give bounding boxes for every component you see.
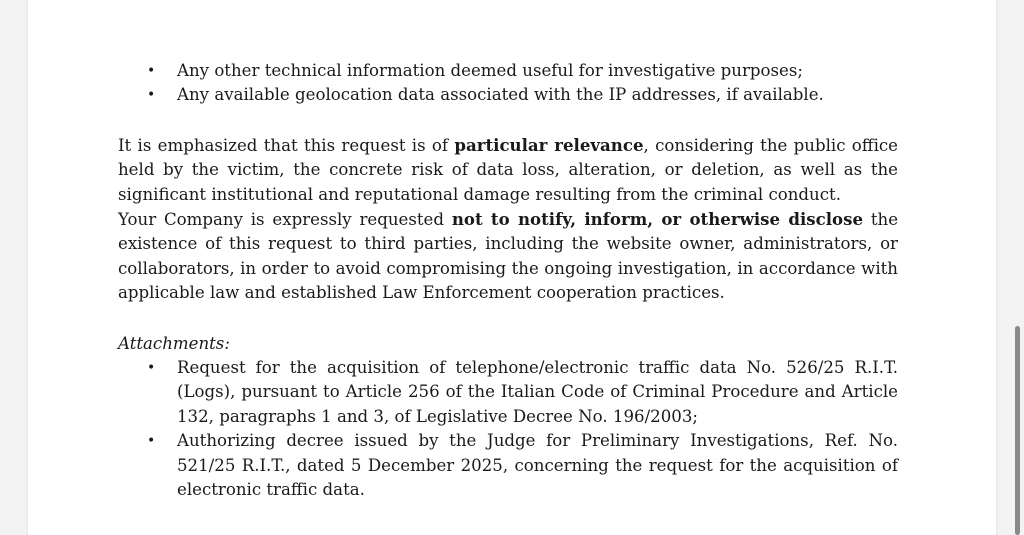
list-item-text: Authorizing decree issued by the Judge for Preliminary Investigations, Ref. No. 521/25 R.I.T., dated 5 December 2025, concerning the request for the acquisition of electronic traffic data. — [177, 431, 898, 500]
list-item — [118, 429, 898, 502]
emphasis-text: particular relevance — [454, 134, 644, 155]
list-item — [118, 59, 898, 83]
document-body — [118, 59, 898, 503]
bullet-icon: • — [147, 360, 156, 377]
list-item-text: Request for the acquisition of telephone/electronic traffic data No. 526/25 R.I.T. (Logs), pursuant to Article 256 of the Italian Code of Criminal Procedure and Article 132, paragraphs 1 and 3, of Legislative Decree No. 196/2003; — [177, 358, 898, 426]
list-item-text: Any available geolocation data associated with the IP addresses, if available. — [177, 85, 824, 105]
list-item — [118, 356, 898, 429]
bullet-icon: • — [147, 87, 156, 104]
requested-data-list — [118, 59, 898, 108]
attachments-list — [118, 356, 898, 502]
attachments-heading: Attachments: — [118, 333, 230, 353]
nondisclosure-paragraph: Your Company is expressly requested not to notify, inform, or otherwise disclose the existence of this request to third parties, including the website owner, administrators, or collaborators, in order to avoid compromising the ongoing investigation, in accordance with applicable law and established Law Enforcement cooperation practices. — [118, 209, 899, 303]
vertical-scrollbar[interactable] — [1015, 326, 1020, 535]
relevance-and-confidentiality-section — [118, 133, 898, 306]
emphasis-text: not to notify, inform, or otherwise disclose — [451, 209, 864, 230]
bullet-icon: • — [147, 433, 156, 450]
document-page — [28, 0, 996, 535]
list-item — [118, 83, 898, 107]
relevance-paragraph: It is emphasized that this request is of particular relevance, considering the public office held by the victim, the concrete risk of data loss, alteration, or deletion, as well as the significant institutional and reputational damage resulting from the criminal conduct. — [118, 134, 898, 204]
list-item-text: Any other technical information deemed useful for investigative purposes; — [177, 61, 803, 80]
bullet-icon: • — [147, 63, 156, 79]
